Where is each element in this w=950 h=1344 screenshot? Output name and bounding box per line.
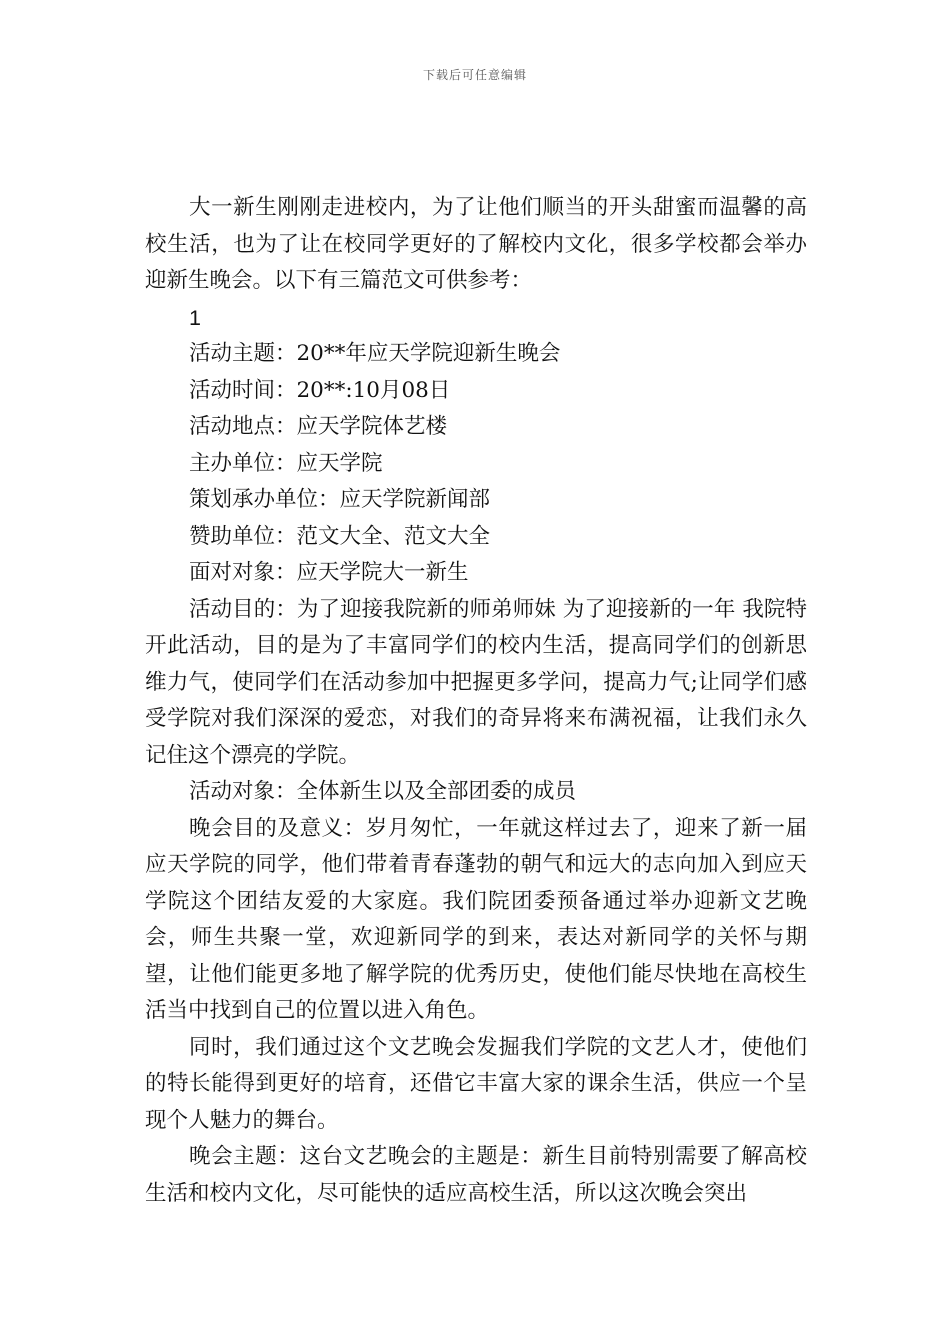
activity-participants: 活动对象：全体新生以及全部团委的成员	[189, 779, 577, 804]
gala-theme: 晚会主题：这台文艺晚会的主题是：新生目前特别需要了解高校生活和校内文化，尽可能快的适应高校生活，所以这次晚会突出	[145, 1144, 807, 1206]
intro-paragraph: 大一新生刚刚走进校内，为了让他们顺当的开头甜蜜而温馨的高校生活，也为了让在校同学更好的了解校内文化，很多学校都会举办迎新生晚会。以下有三篇范文可供参考：	[145, 195, 807, 293]
activity-purpose: 活动目的：为了迎接我院新的师弟师妹 为了迎接新的一年 我院特开此活动，目的是为了丰富同学们的校内生活，提高同学们的创新思维力气，使同学们在活动参加中把握更多学问，提高力气;让同学们感受学院对我们深深的爱恋，对我们的奇异将来布满祝福，让我们永久记住这个漂亮的学院。	[145, 596, 807, 768]
host-organization: 主办单位：应天学院	[189, 450, 383, 476]
gala-purpose: 晚会目的及意义：岁月匆忙，一年就这样过去了，迎来了新一届应天学院的同学，他们带着青春蓬勃的朝气和远大的志向加入到应天学院这个团结友爱的大家庭。我们院团委预备通过举办迎新文艺晚会，师生共聚一堂，欢迎新同学的到来，表达对新同学的关怀与期望，让他们能更多地了解学院的优秀历史，使他们能尽快地在高校生活当中找到自己的位置以进入角色。	[145, 815, 807, 1023]
activity-theme: 活动主题：20**年应天学院迎新生晚会	[189, 341, 561, 366]
page-header: 下载后可任意编辑	[422, 68, 527, 82]
document-body	[145, 190, 807, 1212]
activity-location: 活动地点：应天学院体艺楼	[189, 414, 448, 439]
organizer: 策划承办单位：应天学院新闻部	[189, 487, 491, 512]
sponsor: 赞助单位：范文大全、范文大全	[189, 523, 491, 549]
gala-significance: 同时，我们通过这个文艺晚会发掘我们学院的文艺人才，使他们的特长能得到更好的培育，还借它丰富大家的课余生活，供应一个呈现个人魅力的舞台。	[145, 1034, 807, 1133]
section-number: 1	[189, 305, 201, 330]
target-audience: 面对对象：应天学院大一新生	[189, 560, 469, 585]
activity-time: 活动时间：20**:10月08日	[189, 377, 451, 403]
